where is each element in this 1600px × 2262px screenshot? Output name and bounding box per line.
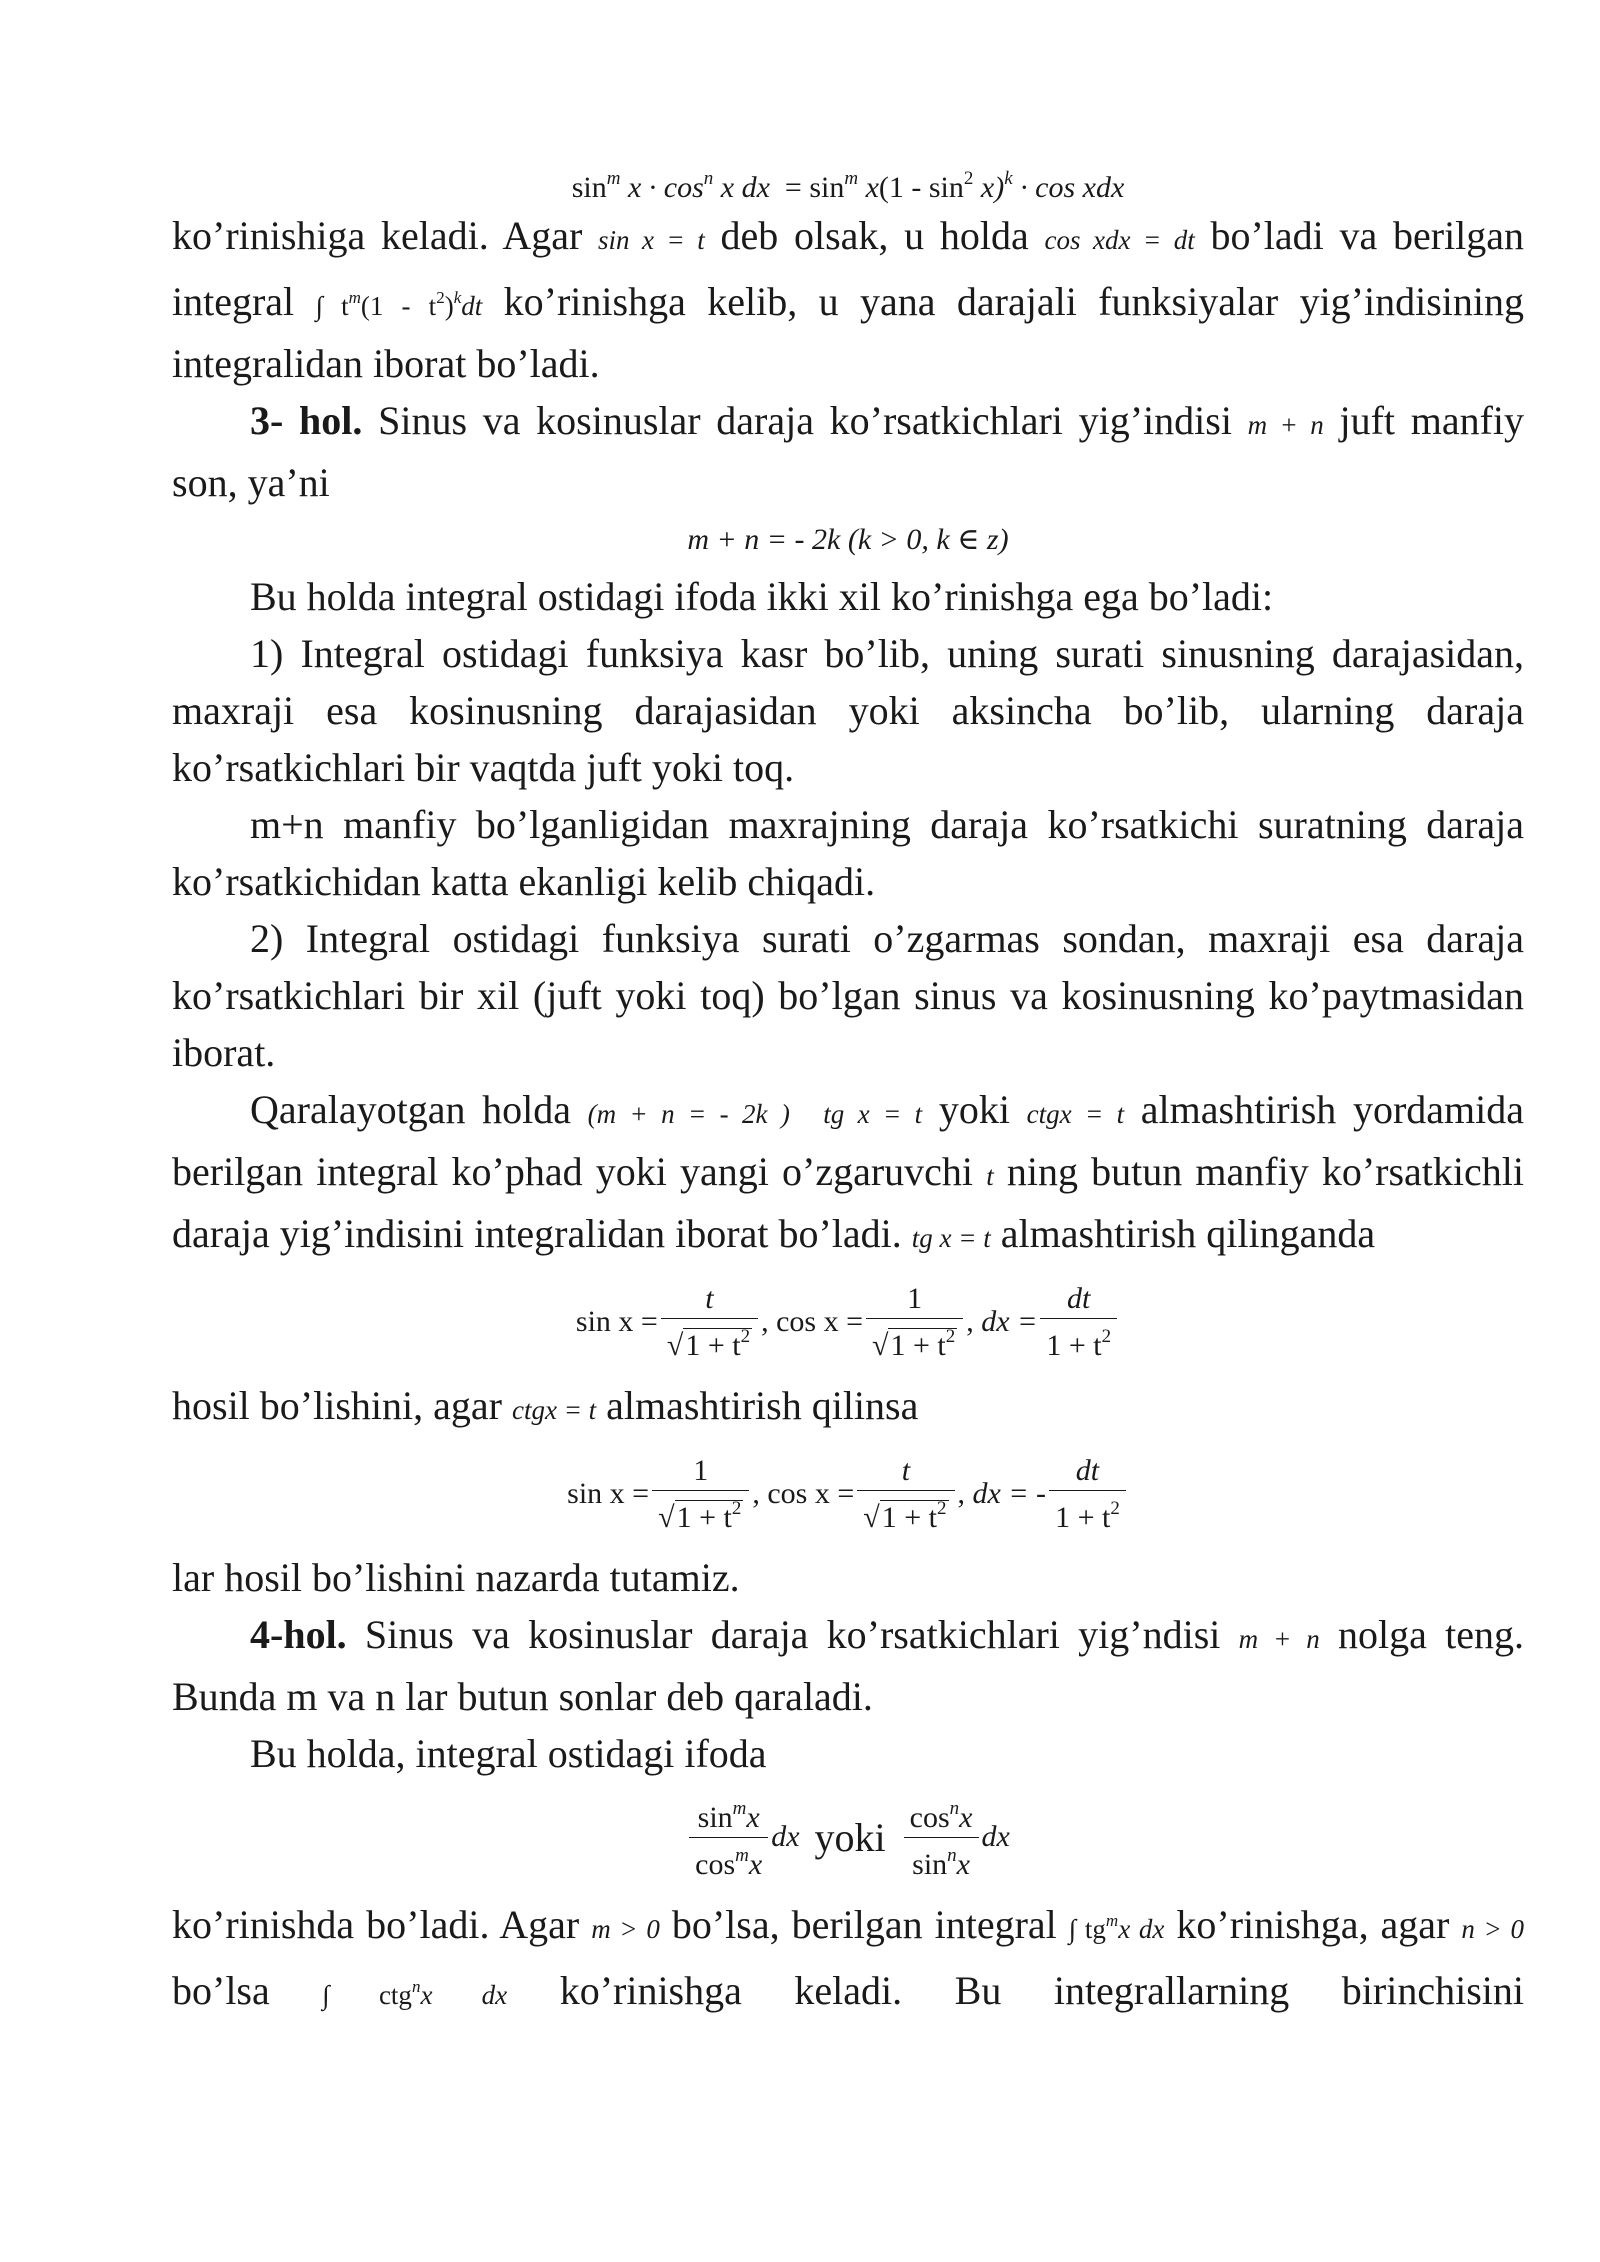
paragraph-9: lar hosil bo’lishini nazarda tutamiz. [172,1555,740,1600]
paragraph-4: 1) Integral ostidagi funksiya kasr bo’lib, uning surati sinusning darajasidan, maxraji esa kosinusning darajasidan yoki aksincha bo’lib, ularning daraja ko’rsatkichlari bir vaqtda juft yoki toq. [172,631,1524,790]
document-page [172,150,1524,2024]
paragraph-11: Bu holda, integral ostidagi ifoda [250,1731,767,1776]
paragraph-case-4: 4-hol. Sinus va kosinuslar daraja ko’rsatkichlari yig’ndisi m + n nolga teng. Bunda m va n lar butun sonlar deb qaraladi. [172,1612,1524,1719]
formula-substitution: $\sin^m x \cdot \cos^n x$ dx = $\sin^m x(1 - \sin^2 x)^k \cdot \cos$ xdx [571,168,1125,204]
case-4-heading: 4-hol. [250,1612,347,1657]
paragraph-6: 2) Integral ostidagi funksiya surati o’zgarmas sondan, maxraji esa daraja ko’rsatkichlari bir xil (juft yoki toq) bo’lgan sinus va kosinusning ko’paytmasidan iborat. [172,916,1524,1075]
paragraph-12: ko’rinishda bo’ladi. Agar m > 0 bo’lsa, berilgan integral ∫ $tg^mx$ dx ko’rinishga, agar n > 0 bo’lsa ∫ ctg$^n$x dx ko’rinishga keladi. Bu integrallarning birinchisini [172,1902,1525,2013]
paragraph-1: ko’rinishiga keladi. Agar sin x = t deb olsak, u holda cos xdx = dt bo’ladi va berilgan integral ∫ $t^m(1 - t^2)^kdt$ ko’rinishga kelib, u yana darajali funksiyalar yig’indisining integralidan iborat bo’ladi. [172,213,1525,386]
formula-sum-negative: m + n = - 2k (k > 0, k ∈ z) [687,523,1009,556]
paragraph-case-3: 3- hol. Sinus va kosinuslar daraja ko’rsatkichlari yig’indisi m + n juft manfiy son, ya’ni [172,398,1525,505]
formula-ctg-substitution: sin x = $\frac{1}{√1 + t^2}$ , cos x = $\frac{t}{√1 + t^2}$ , dx = - dt $1 + t^2$ [172,1439,1524,1549]
paragraph-8: hosil bo’lishini, agar ctgx = t almashtirish qilinsa [172,1383,919,1428]
paragraph-7: Qaralayotgan holda (m + n = - 2k ) tg x = t yoki ctgx = t almashtirish yordamida berilgan integral ko’phad yoki yangi o’zgaruvchi t ning butun manfiy ko’rsatkichli daraja yig’indisini integralidan iborat bo’ladi. tg x = t almashtirish qilinganda [172,1087,1525,1256]
paragraph-3: Bu holda integral ostidagi ifoda ikki xil ko’rinishga ega bo’ladi: [250,574,1274,619]
formula-tg-substitution: sin x = $\frac{t}{√1 + t^2}$ , cos x = $\frac{1}{√1 + t^2}$ , dx = $\frac{dt}{1 + t^2}$ [172,1267,1524,1377]
paragraph-5: m+n manfiy bo’lganligidan maxrajning daraja ko’rsatkichi suratning daraja ko’rsatkichidan katta ekanligi kelib chiqadi. [172,802,1524,904]
formula-integrand-forms: $\sin^mx$ $\cos^mx$ dx yoki $\cos^nx$ $\sin^nx$ dx [172,1782,1524,1892]
case-3-heading: 3- hol. [250,398,363,443]
